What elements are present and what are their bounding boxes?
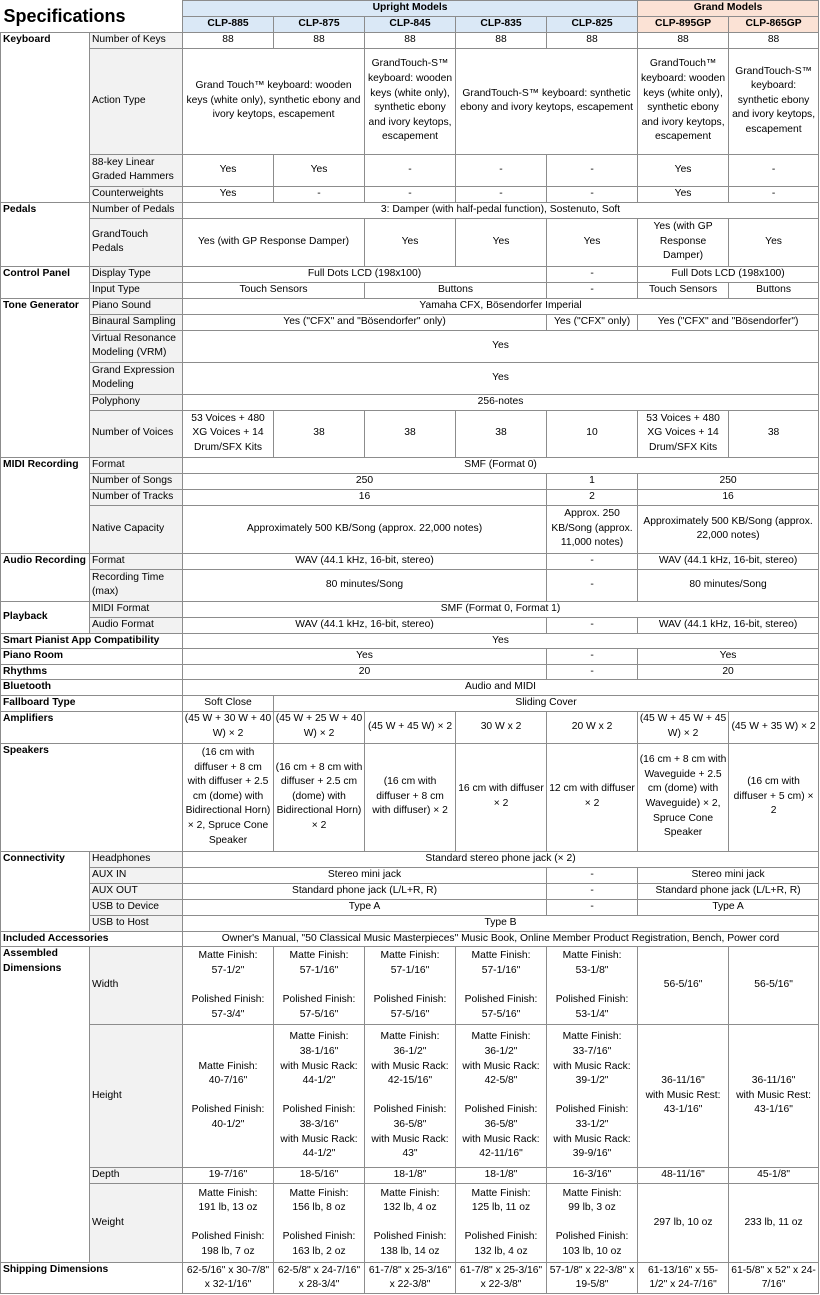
table-row [1, 1025, 819, 1168]
spec-value: GrandTouch-S™ keyboard: synthetic ebony and ivory keytops, escapement [729, 48, 819, 154]
spec-value: Yes [456, 218, 547, 266]
spec-value: - [729, 154, 819, 186]
spec-label: Number of Tracks [90, 489, 183, 505]
spec-value: Matte Finish: 57-1/2" Polished Finish: 57-3/4" [183, 947, 274, 1025]
category-label: Speakers [1, 743, 183, 851]
spec-value: 48-11/16" [638, 1168, 729, 1184]
category-label: Pedals [1, 202, 90, 266]
model-header: CLP-835 [456, 16, 547, 32]
spec-value: (45 W + 45 W) × 2 [365, 711, 456, 743]
model-header: CLP-825 [547, 16, 638, 32]
table-row [1, 664, 819, 680]
spec-value: 20 W x 2 [547, 711, 638, 743]
category-label: Amplifiers [1, 711, 183, 743]
spec-value: (16 cm with diffuser + 8 cm with diffuser + 2.5 cm (dome) with Bidirectional Horn) × 2, Spruce Cone Speaker [183, 743, 274, 851]
spec-value: 18-1/8" [456, 1168, 547, 1184]
spec-value: Touch Sensors [638, 282, 729, 298]
spec-value: Matte Finish: 40-7/16" Polished Finish: 40-1/2" [183, 1025, 274, 1168]
table-row [1, 915, 819, 931]
spec-value: Approximately 500 KB/Song (approx. 22,000 notes) [638, 505, 819, 553]
spec-value: (16 cm + 8 cm with diffuser + 2.5 cm (dome) with Bidirectional Horn) × 2 [274, 743, 365, 851]
category-label: Rhythms [1, 664, 183, 680]
table-row [1, 473, 819, 489]
spec-value: - [547, 186, 638, 202]
table-row [1, 48, 819, 154]
spec-label: Weight [90, 1184, 183, 1263]
table-row [1, 266, 819, 282]
spec-value: - [274, 186, 365, 202]
spec-value: 20 [638, 664, 819, 680]
category-label: Included Accessories [1, 931, 183, 947]
group-grand-header: Grand Models [638, 1, 819, 17]
spec-label: Counterweights [90, 186, 183, 202]
spec-value: 88 [638, 32, 729, 48]
spec-label: 88-key Linear Graded Hammers [90, 154, 183, 186]
spec-value: 88 [547, 32, 638, 48]
spec-value: 16 [183, 489, 547, 505]
spec-value: - [547, 899, 638, 915]
spec-value: 19-7/16" [183, 1168, 274, 1184]
spec-value: 36-11/16" with Music Rest: 43-1/16" [638, 1025, 729, 1168]
spec-value: Yes [183, 633, 819, 649]
table-row [1, 867, 819, 883]
spec-value: Stereo mini jack [183, 867, 547, 883]
spec-value: WAV (44.1 kHz, 16-bit, stereo) [638, 553, 819, 569]
spec-label: MIDI Format [90, 601, 183, 617]
category-label: Connectivity [1, 851, 90, 931]
spec-value: Matte Finish: 36-1/2" with Music Rack: 42-5/8" Polished Finish: 36-5/8" with Music Rack: 42-11/16" [456, 1025, 547, 1168]
spec-value: - [547, 154, 638, 186]
spec-value: Grand Touch™ keyboard: wooden keys (white only), synthetic ebony and ivory keytops, escapement [183, 48, 365, 154]
table-row [1, 298, 819, 314]
spec-value: (45 W + 30 W + 40 W) × 2 [183, 711, 274, 743]
spec-value: 38 [729, 410, 819, 457]
spec-value: Yes [638, 186, 729, 202]
table-row [1, 851, 819, 867]
table-row [1, 601, 819, 617]
table-row [1, 695, 819, 711]
spec-label: USB to Device [90, 899, 183, 915]
spec-value: 61-7/8" x 25-3/16" x 22-3/8" [365, 1263, 456, 1294]
spec-label: Piano Sound [90, 298, 183, 314]
spec-value: Yes [638, 154, 729, 186]
spec-value: - [729, 186, 819, 202]
spec-value: Yes ("CFX" only) [547, 314, 638, 330]
spec-label: Height [90, 1025, 183, 1168]
spec-value: Yamaha CFX, Bösendorfer Imperial [183, 298, 819, 314]
spec-label: Format [90, 553, 183, 569]
spec-value: Yes [638, 649, 819, 665]
spec-value: Buttons [365, 282, 547, 298]
spec-value: 2 [547, 489, 638, 505]
spec-value: Buttons [729, 282, 819, 298]
spec-value: Yes [547, 218, 638, 266]
spec-value: Yes (with GP Response Damper) [183, 218, 365, 266]
spec-value: 53 Voices + 480 XG Voices + 14 Drum/SFX Kits [638, 410, 729, 457]
spec-value: 45-1/8" [729, 1168, 819, 1184]
table-row [1, 314, 819, 330]
spec-value: (45 W + 45 W + 45 W) × 2 [638, 711, 729, 743]
table-row [1, 32, 819, 48]
spec-value: Yes [183, 154, 274, 186]
spec-value: Matte Finish: 53-1/8" Polished Finish: 53-1/4" [547, 947, 638, 1025]
category-label: Keyboard [1, 32, 90, 202]
table-row [1, 1168, 819, 1184]
table-row [1, 202, 819, 218]
spec-value: Matte Finish: 132 lb, 4 oz Polished Finish: 138 lb, 14 oz [365, 1184, 456, 1263]
spec-value: WAV (44.1 kHz, 16-bit, stereo) [183, 553, 547, 569]
category-label: Playback [1, 601, 90, 633]
page-title: Specifications [1, 1, 183, 33]
spec-label: Audio Format [90, 617, 183, 633]
spec-value: - [365, 186, 456, 202]
spec-value: 57-1/8" x 22-3/8" x 19-5/8" [547, 1263, 638, 1294]
spec-value: (45 W + 35 W) × 2 [729, 711, 819, 743]
spec-value: 36-11/16" with Music Rest: 43-1/16" [729, 1025, 819, 1168]
spec-value: 61-5/8" x 52" x 24-7/16" [729, 1263, 819, 1294]
spec-value: (16 cm + 8 cm with Waveguide + 2.5 cm (dome) with Waveguide) × 2, Spruce Cone Speaker [638, 743, 729, 851]
table-row [1, 362, 819, 394]
model-header: CLP-885 [183, 16, 274, 32]
table-row [1, 633, 819, 649]
spec-label: Virtual Resonance Modeling (VRM) [90, 330, 183, 362]
spec-value: - [547, 266, 638, 282]
spec-value: 3: Damper (with half-pedal function), Sostenuto, Soft [183, 202, 819, 218]
spec-value: Yes [729, 218, 819, 266]
spec-label: Polyphony [90, 394, 183, 410]
spec-value: Yes [183, 362, 819, 394]
spec-value: 88 [183, 32, 274, 48]
spec-value: Full Dots LCD (198x100) [183, 266, 547, 282]
model-header: CLP-895GP [638, 16, 729, 32]
spec-value: 61-7/8" x 25-3/16" x 22-3/8" [456, 1263, 547, 1294]
spec-value: Approximately 500 KB/Song (approx. 22,000 notes) [183, 505, 547, 553]
spec-value: 38 [274, 410, 365, 457]
table-row [1, 569, 819, 601]
category-label: MIDI Recording [1, 457, 90, 553]
spec-value: SMF (Format 0, Format 1) [183, 601, 819, 617]
spec-label: Number of Voices [90, 410, 183, 457]
spec-table-body [1, 32, 819, 1294]
spec-value: Matte Finish: 191 lb, 13 oz Polished Finish: 198 lb, 7 oz [183, 1184, 274, 1263]
spec-value: Standard phone jack (L/L+R, R) [183, 883, 547, 899]
spec-value: 10 [547, 410, 638, 457]
spec-value: Type B [183, 915, 819, 931]
spec-value: WAV (44.1 kHz, 16-bit, stereo) [638, 617, 819, 633]
spec-value: 18-1/8" [365, 1168, 456, 1184]
spec-value: - [365, 154, 456, 186]
spec-value: 88 [365, 32, 456, 48]
spec-label: Headphones [90, 851, 183, 867]
spec-label: Input Type [90, 282, 183, 298]
category-label: Smart Pianist App Compatibility [1, 633, 183, 649]
spec-value: Approx. 250 KB/Song (approx. 11,000 notes) [547, 505, 638, 553]
table-row [1, 617, 819, 633]
spec-label: GrandTouch Pedals [90, 218, 183, 266]
table-row [1, 743, 819, 851]
spec-label: Width [90, 947, 183, 1025]
category-label: Audio Recording [1, 553, 90, 601]
spec-value: - [456, 154, 547, 186]
spec-value: Matte Finish: 125 lb, 11 oz Polished Finish: 132 lb, 4 oz [456, 1184, 547, 1263]
table-row [1, 457, 819, 473]
spec-value: 233 lb, 11 oz [729, 1184, 819, 1263]
spec-value: Matte Finish: 36-1/2" with Music Rack: 42-15/16" Polished Finish: 36-5/8" with Music Rack: 43" [365, 1025, 456, 1168]
spec-value: Matte Finish: 99 lb, 3 oz Polished Finish: 103 lb, 10 oz [547, 1184, 638, 1263]
spec-value: (45 W + 25 W + 40 W) × 2 [274, 711, 365, 743]
spec-value: Soft Close [183, 695, 274, 711]
spec-value: 30 W x 2 [456, 711, 547, 743]
spec-value: - [547, 883, 638, 899]
spec-value: 56-5/16" [729, 947, 819, 1025]
spec-label: USB to Host [90, 915, 183, 931]
spec-value: Standard stereo phone jack (× 2) [183, 851, 819, 867]
table-row [1, 711, 819, 743]
table-row [1, 282, 819, 298]
spec-value: 1 [547, 473, 638, 489]
spec-value: - [547, 282, 638, 298]
spec-value: Standard phone jack (L/L+R, R) [638, 883, 819, 899]
group-upright-header: Upright Models [183, 1, 638, 17]
table-row [1, 680, 819, 696]
spec-label: Action Type [90, 48, 183, 154]
spec-value: 53 Voices + 480 XG Voices + 14 Drum/SFX Kits [183, 410, 274, 457]
spec-value: 250 [183, 473, 547, 489]
spec-value: 56-5/16" [638, 947, 729, 1025]
table-row [1, 489, 819, 505]
spec-value: Matte Finish: 38-1/16" with Music Rack: 44-1/2" Polished Finish: 38-3/16" with Music Rack: 44-1/2" [274, 1025, 365, 1168]
spec-value: Yes [183, 330, 819, 362]
spec-label: Grand Expression Modeling [90, 362, 183, 394]
table-row [1, 1263, 819, 1294]
table-row [1, 649, 819, 665]
spec-label: Binaural Sampling [90, 314, 183, 330]
table-row [1, 330, 819, 362]
spec-value: 88 [456, 32, 547, 48]
category-label: Bluetooth [1, 680, 183, 696]
spec-value: 16 cm with diffuser × 2 [456, 743, 547, 851]
spec-value: 62-5/8" x 24-7/16" x 28-3/4" [274, 1263, 365, 1294]
spec-value: 16 [638, 489, 819, 505]
spec-value: Matte Finish: 57-1/16" Polished Finish: 57-5/16" [274, 947, 365, 1025]
spec-value: 38 [365, 410, 456, 457]
spec-label: Number of Songs [90, 473, 183, 489]
model-header: CLP-845 [365, 16, 456, 32]
category-label: Fallboard Type [1, 695, 183, 711]
spec-value: Touch Sensors [183, 282, 365, 298]
table-row [1, 553, 819, 569]
category-label: Piano Room [1, 649, 183, 665]
spec-value: - [456, 186, 547, 202]
spec-value: Full Dots LCD (198x100) [638, 266, 819, 282]
spec-value: Matte Finish: 57-1/16" Polished Finish: 57-5/16" [456, 947, 547, 1025]
spec-value: Yes ("CFX" and "Bösendorfer" only) [183, 314, 547, 330]
table-row [1, 947, 819, 1025]
spec-value: 88 [729, 32, 819, 48]
spec-label: Number of Pedals [90, 202, 183, 218]
spec-label: Format [90, 457, 183, 473]
spec-value: 88 [274, 32, 365, 48]
spec-value: SMF (Format 0) [183, 457, 819, 473]
spec-value: Yes [183, 649, 547, 665]
spec-value: 256-notes [183, 394, 819, 410]
spec-value: Yes ("CFX" and "Bösendorfer") [638, 314, 819, 330]
spec-value: 20 [183, 664, 547, 680]
table-row [1, 931, 819, 947]
category-label: Assembled Dimensions [1, 947, 90, 1263]
spec-value: - [547, 553, 638, 569]
spec-value: 250 [638, 473, 819, 489]
spec-value: Matte Finish: 33-7/16" with Music Rack: 39-1/2" Polished Finish: 33-1/2" with Music Rack: 39-9/16" [547, 1025, 638, 1168]
spec-value: Yes [183, 186, 274, 202]
spec-value: Yes [274, 154, 365, 186]
spec-value: Matte Finish: 57-1/16" Polished Finish: 57-5/16" [365, 947, 456, 1025]
table-row [1, 154, 819, 186]
table-row [1, 218, 819, 266]
spec-value: Stereo mini jack [638, 867, 819, 883]
spec-label: AUX IN [90, 867, 183, 883]
spec-value: GrandTouch-S™ keyboard: synthetic ebony and ivory keytops, escapement [456, 48, 638, 154]
table-row [1, 505, 819, 553]
spec-value: - [547, 569, 638, 601]
spec-value: 62-5/16" x 30-7/8" x 32-1/16" [183, 1263, 274, 1294]
spec-value: 16-3/16" [547, 1168, 638, 1184]
spec-value: Type A [638, 899, 819, 915]
spec-value: 12 cm with diffuser × 2 [547, 743, 638, 851]
spec-value: - [547, 617, 638, 633]
spec-value: (16 cm with diffuser + 5 cm) × 2 [729, 743, 819, 851]
spec-value: Yes (with GP Response Damper) [638, 218, 729, 266]
model-header: CLP-865GP [729, 16, 819, 32]
spec-value: Type A [183, 899, 547, 915]
spec-value: 38 [456, 410, 547, 457]
spec-value: 80 minutes/Song [183, 569, 547, 601]
table-row [1, 1184, 819, 1263]
model-header: CLP-875 [274, 16, 365, 32]
spec-value: WAV (44.1 kHz, 16-bit, stereo) [183, 617, 547, 633]
table-row [1, 410, 819, 457]
table-row [1, 394, 819, 410]
category-label: Control Panel [1, 266, 90, 298]
spec-value: Sliding Cover [274, 695, 819, 711]
table-row [1, 899, 819, 915]
spec-value: GrandTouch-S™ keyboard: wooden keys (white only), synthetic ebony and ivory keytops, escapement [365, 48, 456, 154]
spec-label: Display Type [90, 266, 183, 282]
spec-value: Yes [365, 218, 456, 266]
spec-label: Depth [90, 1168, 183, 1184]
spec-value: - [547, 664, 638, 680]
spec-value: 80 minutes/Song [638, 569, 819, 601]
spec-value: - [547, 867, 638, 883]
spec-value: Owner's Manual, "50 Classical Music Masterpieces" Music Book, Online Member Product Registration, Bench, Power cord [183, 931, 819, 947]
spec-value: 61-13/16" x 55-1/2" x 24-7/16" [638, 1263, 729, 1294]
spec-value: 18-5/16" [274, 1168, 365, 1184]
spec-value: Matte Finish: 156 lb, 8 oz Polished Finish: 163 lb, 2 oz [274, 1184, 365, 1263]
spec-label: Native Capacity [90, 505, 183, 553]
table-row [1, 883, 819, 899]
spec-value: 297 lb, 10 oz [638, 1184, 729, 1263]
spec-label: AUX OUT [90, 883, 183, 899]
spec-label: Recording Time (max) [90, 569, 183, 601]
spec-value: - [547, 649, 638, 665]
spec-value: Audio and MIDI [183, 680, 819, 696]
category-label: Shipping Dimensions [1, 1263, 183, 1294]
category-label: Tone Generator [1, 298, 90, 457]
spec-label: Number of Keys [90, 32, 183, 48]
table-row [1, 186, 819, 202]
spec-value: GrandTouch™ keyboard: wooden keys (white only), synthetic ebony and ivory keytops, escapement [638, 48, 729, 154]
spec-value: (16 cm with diffuser + 8 cm with diffuser) × 2 [365, 743, 456, 851]
